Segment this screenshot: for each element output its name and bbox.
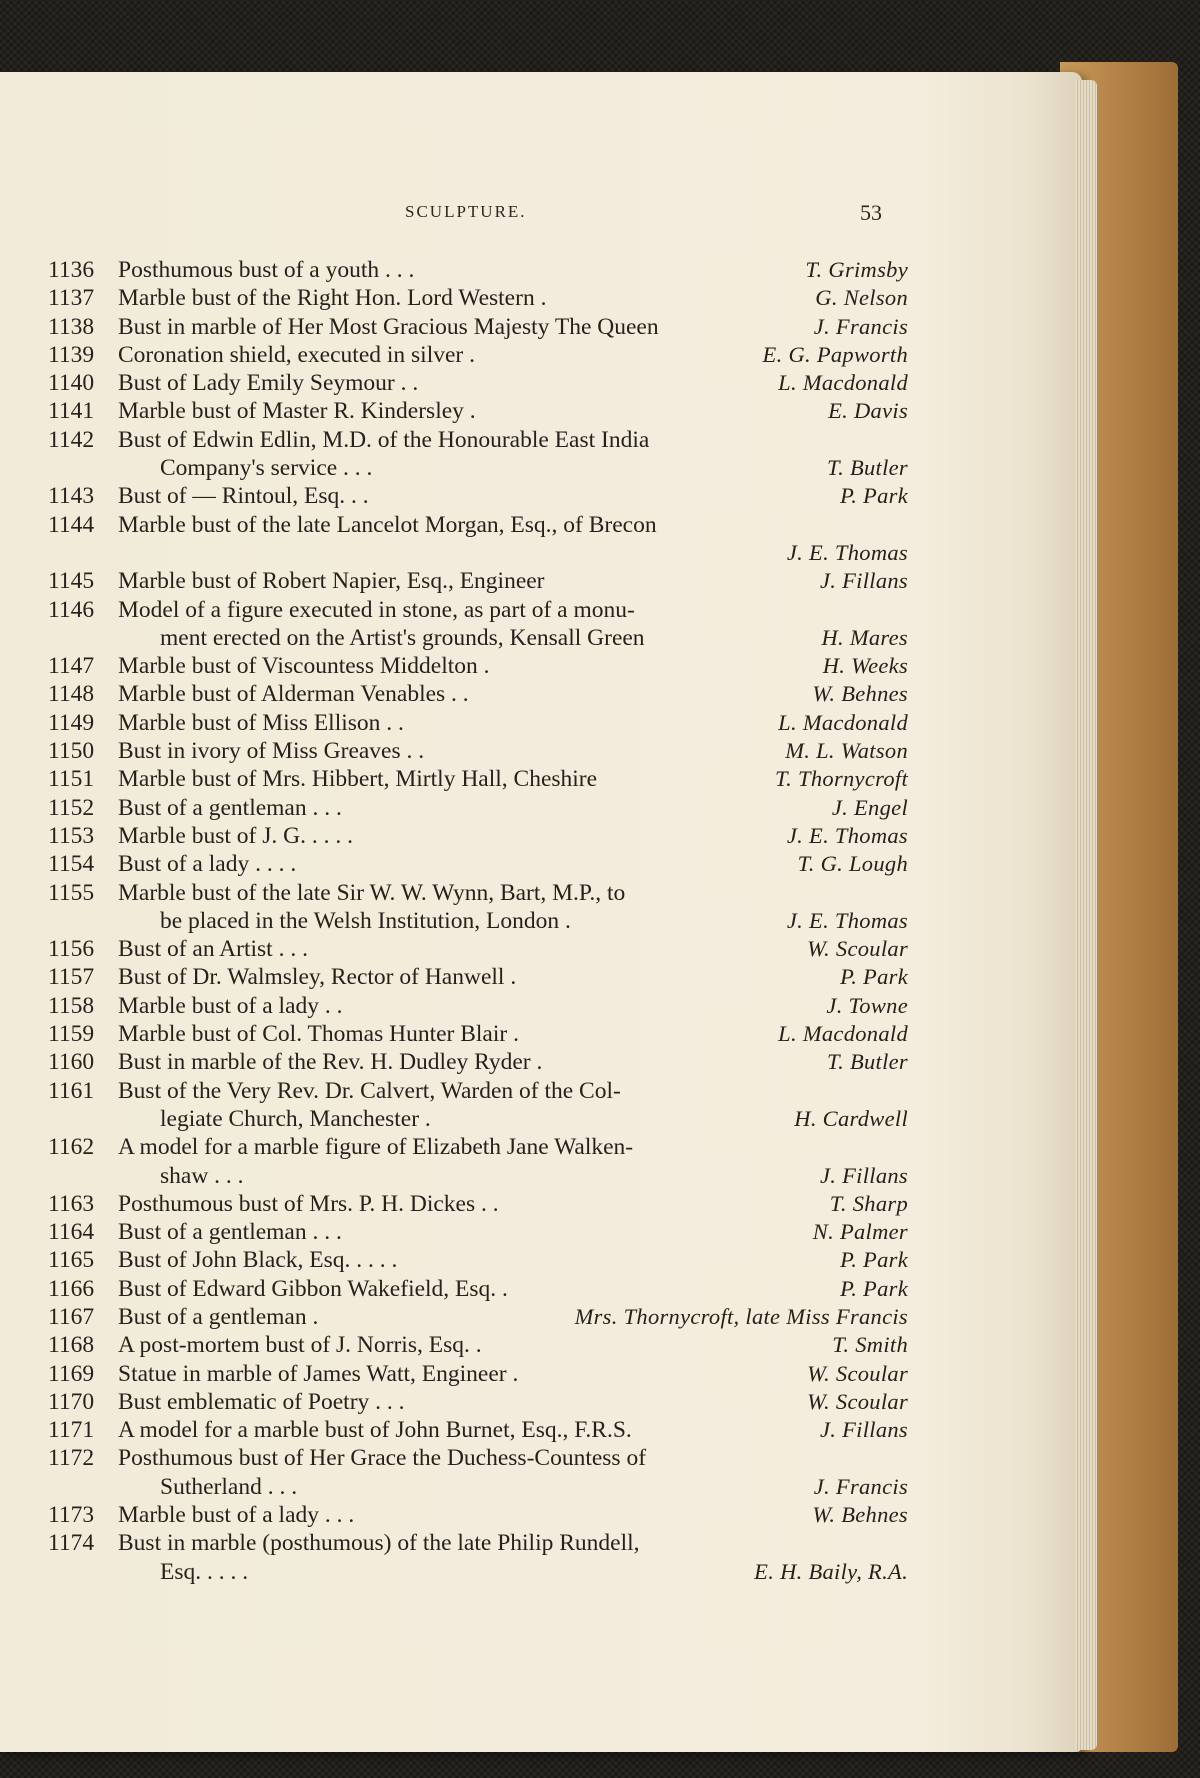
entry-line bbox=[48, 1218, 908, 1246]
entry-description: Company's service . . . bbox=[160, 455, 373, 482]
entry-description: Bust of a gentleman . bbox=[118, 1303, 319, 1330]
catalogue-entry bbox=[48, 1444, 908, 1501]
entry-line bbox=[48, 1246, 908, 1274]
entry-artist: J. Fillans bbox=[820, 1417, 908, 1443]
entry-artist: L. Macdonald bbox=[778, 1021, 908, 1047]
entry-continuation-line bbox=[48, 624, 908, 652]
entry-number: 1137 bbox=[48, 285, 95, 312]
entry-number: 1158 bbox=[48, 992, 95, 1019]
entry-artist: W. Behnes bbox=[812, 681, 908, 707]
entry-line bbox=[48, 1331, 908, 1359]
entry-line bbox=[48, 369, 908, 397]
entry-description: Bust in marble of Her Most Gracious Majesty The Queen bbox=[118, 313, 659, 340]
section-title: SCULPTURE. bbox=[405, 202, 527, 221]
entry-line bbox=[48, 1275, 908, 1303]
entry-line bbox=[48, 1048, 908, 1076]
entry-artist: E. G. Papworth bbox=[762, 341, 908, 367]
entry-artist: J. E. Thomas bbox=[786, 907, 908, 933]
entry-description: Esq. . . . . bbox=[160, 1558, 249, 1585]
entry-number: 1146 bbox=[48, 596, 95, 623]
entry-artist: T. G. Lough bbox=[797, 851, 908, 877]
entry-description: Marble bust of Master R. Kindersley . bbox=[118, 398, 476, 425]
entry-number: 1157 bbox=[48, 964, 95, 991]
entry-artist: H. Weeks bbox=[822, 653, 908, 679]
entry-description: Marble bust of the late Lancelot Morgan, Esq., of Brecon bbox=[118, 511, 657, 538]
entry-artist: J. Towne bbox=[826, 992, 908, 1018]
entry-description: A model for a marble bust of John Burnet, Esq., F.R.S. bbox=[118, 1417, 632, 1444]
catalogue-entry bbox=[48, 879, 908, 936]
entry-description: Bust of the Very Rev. Dr. Calvert, Warden of the Col- bbox=[118, 1077, 621, 1104]
entry-description: Bust in ivory of Miss Greaves . . bbox=[118, 738, 425, 765]
entry-artist: J. E. Thomas bbox=[786, 539, 908, 565]
catalogue-entry bbox=[48, 963, 908, 991]
entry-line bbox=[48, 992, 908, 1020]
entry-number: 1159 bbox=[48, 1021, 95, 1048]
entry-artist: W. Scoular bbox=[807, 1388, 908, 1414]
entry-artist: W. Scoular bbox=[807, 1360, 908, 1386]
entry-number: 1172 bbox=[48, 1445, 95, 1472]
catalogue-entry bbox=[48, 1246, 908, 1274]
entry-line bbox=[48, 256, 908, 284]
catalogue-entry bbox=[48, 596, 908, 653]
entry-description: Marble bust of Mrs. Hibbert, Mirtly Hall, Cheshire bbox=[118, 766, 598, 793]
entry-description: Bust of a lady . . . . bbox=[118, 851, 297, 878]
entry-description: Coronation shield, executed in silver . bbox=[118, 341, 475, 368]
entry-description: Marble bust of Miss Ellison . . bbox=[118, 709, 404, 736]
entry-artist: J. Fillans bbox=[820, 568, 908, 594]
entry-line bbox=[48, 1529, 908, 1557]
entry-artist: T. Butler bbox=[826, 455, 908, 481]
entry-line bbox=[48, 709, 908, 737]
entry-artist: P. Park bbox=[840, 483, 908, 509]
entry-artist: P. Park bbox=[840, 1275, 908, 1301]
entry-number: 1169 bbox=[48, 1360, 95, 1387]
entry-description: Bust in marble (posthumous) of the late Philip Rundell, bbox=[118, 1530, 640, 1557]
entry-line bbox=[48, 822, 908, 850]
entry-continuation-line bbox=[48, 454, 908, 482]
entry-artist: M. L. Watson bbox=[785, 738, 908, 764]
entry-artist: J. Fillans bbox=[820, 1162, 908, 1188]
catalogue-entry bbox=[48, 256, 908, 284]
entry-line bbox=[48, 765, 908, 793]
catalogue-entry bbox=[48, 1048, 908, 1076]
entry-line bbox=[48, 963, 908, 991]
entry-artist: P. Park bbox=[840, 964, 908, 990]
entry-artist: P. Park bbox=[840, 1247, 908, 1273]
entry-description: Bust emblematic of Poetry . . . bbox=[118, 1388, 405, 1415]
entry-description: shaw . . . bbox=[160, 1162, 244, 1189]
entry-description: Bust of an Artist . . . bbox=[118, 936, 308, 963]
entry-number: 1163 bbox=[48, 1190, 95, 1217]
catalogue-entry bbox=[48, 1360, 908, 1388]
catalogue-entry bbox=[48, 680, 908, 708]
entry-description: be placed in the Welsh Institution, London . bbox=[160, 907, 571, 934]
catalogue-entry bbox=[48, 1529, 908, 1586]
entry-number: 1154 bbox=[48, 851, 95, 878]
entry-number: 1167 bbox=[48, 1303, 95, 1330]
catalogue-entry bbox=[48, 284, 908, 312]
entry-description: Model of a figure executed in stone, as part of a monu- bbox=[118, 596, 635, 623]
entry-continuation-line bbox=[48, 1473, 908, 1501]
entry-line bbox=[48, 1388, 908, 1416]
catalogue-entry bbox=[48, 482, 908, 510]
catalogue-entry bbox=[48, 1501, 908, 1529]
entry-description: legiate Church, Manchester . bbox=[160, 1105, 431, 1132]
entry-description: Bust of Edwin Edlin, M.D. of the Honourable East India bbox=[118, 426, 650, 453]
entry-artist: H. Cardwell bbox=[794, 1105, 908, 1131]
entry-description: Bust in marble of the Rev. H. Dudley Ryder . bbox=[118, 1049, 543, 1076]
entry-description: Bust of Lady Emily Seymour . . bbox=[118, 370, 419, 397]
entry-line bbox=[48, 1190, 908, 1218]
entry-line bbox=[48, 935, 908, 963]
entry-line bbox=[48, 680, 908, 708]
entry-description: Marble bust of J. G. . . . . bbox=[118, 822, 353, 849]
entry-artist: T. Grimsby bbox=[805, 257, 908, 282]
entry-artist: J. Francis bbox=[813, 1473, 908, 1499]
catalogue-entry bbox=[48, 1077, 908, 1134]
entry-line bbox=[48, 1360, 908, 1388]
entry-continuation-line bbox=[48, 1105, 908, 1133]
entry-number: 1165 bbox=[48, 1247, 95, 1274]
entry-artist: T. Thornycroft bbox=[775, 766, 908, 792]
entry-artist: J. E. Thomas bbox=[786, 822, 908, 848]
entry-number: 1139 bbox=[48, 341, 95, 368]
entry-number: 1148 bbox=[48, 681, 95, 708]
catalogue-entry bbox=[48, 567, 908, 595]
entry-line bbox=[48, 284, 908, 312]
entry-line bbox=[48, 850, 908, 878]
catalogue-entries bbox=[48, 256, 908, 1586]
entry-number: 1162 bbox=[48, 1134, 95, 1161]
entry-number: 1147 bbox=[48, 653, 95, 680]
entry-number: 1145 bbox=[48, 568, 95, 595]
entry-number: 1141 bbox=[48, 398, 95, 425]
entry-number: 1142 bbox=[48, 426, 95, 453]
entry-line bbox=[48, 1303, 908, 1331]
entry-number: 1174 bbox=[48, 1530, 95, 1557]
entry-artist: Mrs. Thornycroft, late Miss Francis bbox=[574, 1303, 908, 1329]
entry-line bbox=[48, 1501, 908, 1529]
entry-number: 1151 bbox=[48, 766, 95, 793]
entry-description: A post-mortem bust of J. Norris, Esq. . bbox=[118, 1332, 482, 1359]
catalogue-entry bbox=[48, 511, 908, 568]
entry-continuation-line bbox=[48, 539, 908, 567]
catalogue-entry bbox=[48, 992, 908, 1020]
entry-artist: J. Francis bbox=[813, 313, 908, 339]
entry-number: 1156 bbox=[48, 936, 95, 963]
entry-number: 1166 bbox=[48, 1275, 95, 1302]
entry-line bbox=[48, 341, 908, 369]
entry-line bbox=[48, 1444, 908, 1472]
catalogue-entry bbox=[48, 1303, 908, 1331]
entry-description: Marble bust of a lady . . . bbox=[118, 1502, 355, 1529]
entry-description: Marble bust of Viscountess Middelton . bbox=[118, 653, 490, 680]
entry-description: Statue in marble of James Watt, Engineer . bbox=[118, 1360, 519, 1387]
entry-number: 1160 bbox=[48, 1049, 95, 1076]
catalogue-entry bbox=[48, 850, 908, 878]
entry-artist: J. Engel bbox=[831, 794, 908, 820]
entry-description: Bust of — Rintoul, Esq. . . bbox=[118, 483, 369, 510]
entry-description: Sutherland . . . bbox=[160, 1473, 298, 1500]
catalogue-entry bbox=[48, 1388, 908, 1416]
entry-artist: E. H. Baily, R.A. bbox=[754, 1558, 908, 1584]
entry-artist: T. Sharp bbox=[829, 1190, 908, 1216]
page-edges bbox=[1075, 80, 1097, 1750]
entry-artist: N. Palmer bbox=[812, 1219, 908, 1245]
entry-line bbox=[48, 397, 908, 425]
entry-number: 1138 bbox=[48, 313, 95, 340]
entry-line bbox=[48, 652, 908, 680]
catalogue-entry bbox=[48, 313, 908, 341]
catalogue-entry bbox=[48, 652, 908, 680]
entry-line bbox=[48, 879, 908, 907]
entry-line bbox=[48, 313, 908, 341]
catalogue-entry bbox=[48, 1331, 908, 1359]
catalogue-entry bbox=[48, 1133, 908, 1190]
entry-artist: T. Smith bbox=[832, 1332, 908, 1358]
entry-artist: L. Macdonald bbox=[778, 709, 908, 735]
entry-description: Posthumous bust of a youth . . . bbox=[118, 257, 415, 283]
entry-line bbox=[48, 1020, 908, 1048]
entry-line bbox=[48, 482, 908, 510]
entry-number: 1140 bbox=[48, 370, 95, 397]
catalogue-entry bbox=[48, 1190, 908, 1218]
catalogue-entry bbox=[48, 935, 908, 963]
entry-number: 1153 bbox=[48, 822, 95, 849]
entry-description: Marble bust of Alderman Venables . . bbox=[118, 681, 469, 708]
entry-artist: E. Davis bbox=[828, 398, 908, 424]
entry-description: Marble bust of a lady . . bbox=[118, 992, 343, 1019]
entry-description: Bust of a gentleman . . . bbox=[118, 794, 342, 821]
catalogue-entry bbox=[48, 709, 908, 737]
entry-artist: W. Scoular bbox=[807, 936, 908, 962]
catalogue-entry bbox=[48, 1275, 908, 1303]
catalogue-entry bbox=[48, 1020, 908, 1048]
entry-continuation-line bbox=[48, 907, 908, 935]
catalogue-entry bbox=[48, 822, 908, 850]
catalogue-entry bbox=[48, 765, 908, 793]
entry-description: Posthumous bust of Mrs. P. H. Dickes . . bbox=[118, 1190, 499, 1217]
entry-number: 1170 bbox=[48, 1388, 95, 1415]
entry-description: Posthumous bust of Her Grace the Duchess-Countess of bbox=[118, 1445, 647, 1472]
entry-number: 1168 bbox=[48, 1332, 95, 1359]
entry-line bbox=[48, 1133, 908, 1161]
catalogue-entry bbox=[48, 369, 908, 397]
catalogue-entry bbox=[48, 397, 908, 425]
entry-line bbox=[48, 511, 908, 539]
entry-continuation-line bbox=[48, 1162, 908, 1190]
entry-line bbox=[48, 567, 908, 595]
entry-description: ment erected on the Artist's grounds, Kensall Green bbox=[160, 624, 645, 651]
entry-number: 1155 bbox=[48, 879, 95, 906]
entry-number: 1152 bbox=[48, 794, 95, 821]
entry-description: Bust of a gentleman . . . bbox=[118, 1219, 342, 1246]
entry-artist: T. Butler bbox=[826, 1049, 908, 1075]
catalogue-entry bbox=[48, 737, 908, 765]
entry-line bbox=[48, 1077, 908, 1105]
catalogue-entry bbox=[48, 794, 908, 822]
catalogue-entry bbox=[48, 426, 908, 483]
entry-line bbox=[48, 596, 908, 624]
entry-description: Marble bust of Col. Thomas Hunter Blair . bbox=[118, 1021, 519, 1048]
entry-line bbox=[48, 426, 908, 454]
entry-number: 1144 bbox=[48, 511, 95, 538]
entry-description: Bust of Dr. Walmsley, Rector of Hanwell . bbox=[118, 964, 517, 991]
entry-artist: L. Macdonald bbox=[778, 370, 908, 396]
entry-description: Marble bust of the Right Hon. Lord Western . bbox=[118, 285, 547, 312]
entry-line bbox=[48, 1416, 908, 1444]
entry-line bbox=[48, 794, 908, 822]
entry-description: Bust of John Black, Esq. . . . . bbox=[118, 1247, 398, 1274]
entry-number: 1164 bbox=[48, 1219, 95, 1246]
catalogue-entry bbox=[48, 1416, 908, 1444]
entry-artist: H. Mares bbox=[821, 624, 908, 650]
entry-number: 1171 bbox=[48, 1417, 95, 1444]
entry-number: 1136 bbox=[48, 257, 95, 283]
entry-description: A model for a marble figure of Elizabeth Jane Walken- bbox=[118, 1134, 634, 1161]
entry-continuation-line bbox=[48, 1558, 908, 1586]
entry-number: 1173 bbox=[48, 1502, 95, 1529]
entry-number: 1161 bbox=[48, 1077, 95, 1104]
running-head bbox=[0, 200, 1082, 230]
entry-number: 1143 bbox=[48, 483, 95, 510]
entry-artist: W. Behnes bbox=[812, 1502, 908, 1528]
entry-number: 1150 bbox=[48, 738, 95, 765]
entry-description: Bust of Edward Gibbon Wakefield, Esq. . bbox=[118, 1275, 508, 1302]
page-number: 53 bbox=[860, 200, 882, 225]
entry-number: 1149 bbox=[48, 709, 95, 736]
entry-artist: G. Nelson bbox=[815, 285, 908, 311]
entry-description: Marble bust of Robert Napier, Esq., Engineer bbox=[118, 568, 545, 595]
catalogue-entry bbox=[48, 341, 908, 369]
entry-line bbox=[48, 737, 908, 765]
catalogue-entry bbox=[48, 1218, 908, 1246]
entry-description: Marble bust of the late Sir W. W. Wynn, Bart, M.P., to bbox=[118, 879, 626, 906]
